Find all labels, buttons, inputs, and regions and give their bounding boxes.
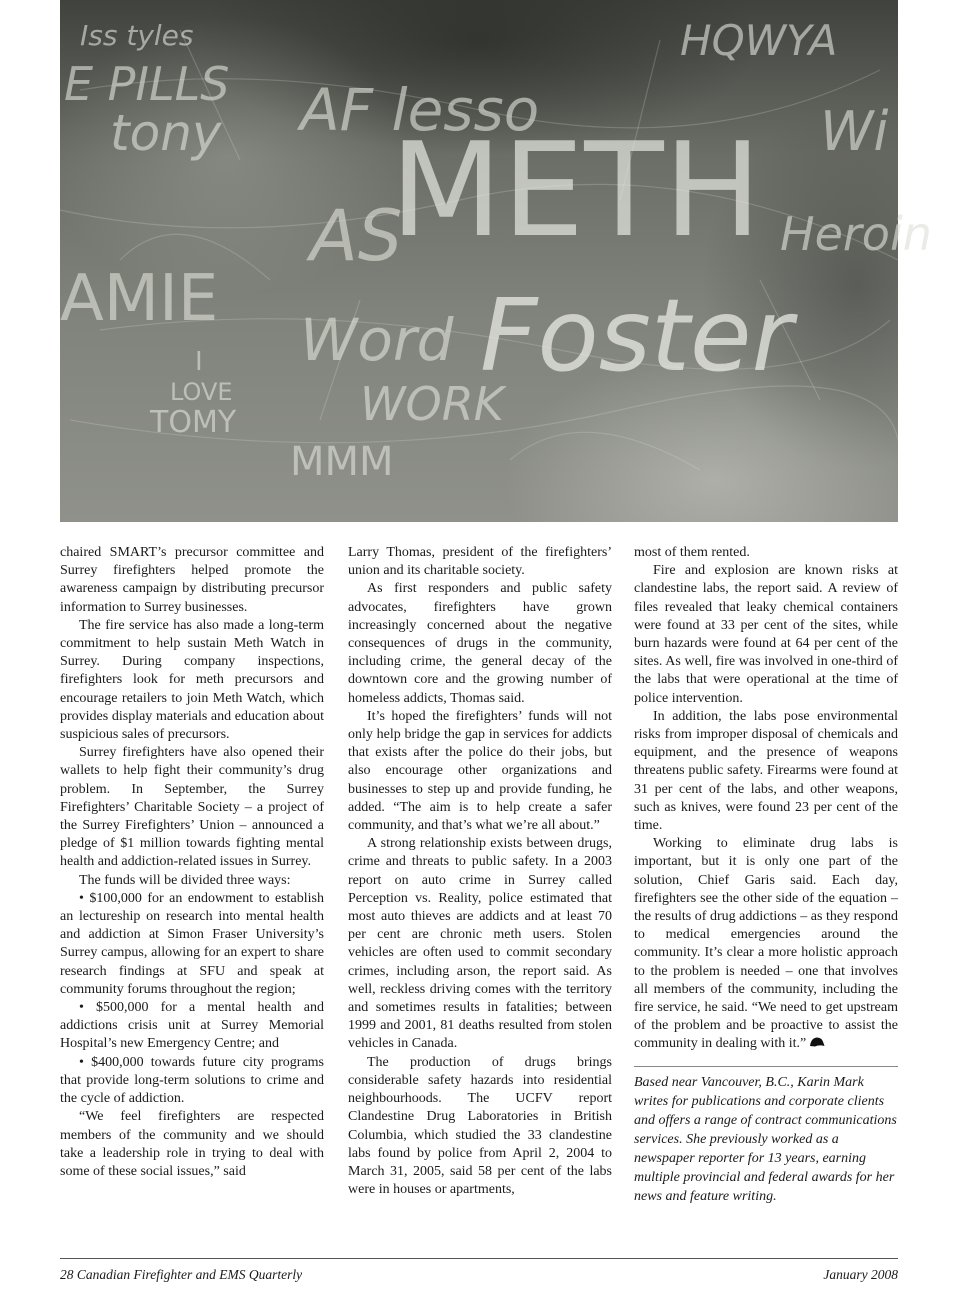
col3-paragraph-4-text: Working to eliminate drug labs is important, but it is only one part of the solution, Chief Garis said. Each day, firefighters see the other side of the equation – the results of drug addictions – as they respond to medical emergencies around the community. It’s clear a more holistic approach to the problem is needed – one that involves all members of the community, including the fire service, he said. “We need to get upstream of the problem and be proactive to assist the community in dealing with it.” [634, 836, 898, 1052]
col3-paragraph-1: most of them rented. [634, 545, 750, 560]
col2-paragraph-3: It’s hoped the firefighters’ funds will not only help bridge the gap in services for addicts that exists after the police do their jobs, but also encourage other organizations and businesses to step up and provide funding, he added. “The aim is to help create a safer community, and that’s what we’re all about.” [348, 708, 612, 834]
col2-paragraph-5: The production of drugs brings considerable safety hazards into residential neighbourhoods. The UCFV report Clandestine Drug Laboratories in British Columbia, which studied the 33 clandestine labs found by police from April 2, 2004 to March 31, 2005, said 58 per cent of the labs were in houses or apartments, [348, 1054, 612, 1198]
col1-paragraph-1: chaired SMART’s precursor committee and Surrey firefighters helped promote the awareness campaign by distributing precursor information to Surrey businesses. [60, 545, 324, 615]
graffiti-mmm: MMM [290, 439, 394, 485]
footer-publication: 28 Canadian Firefighter and EMS Quarterly [60, 1267, 303, 1282]
col1-paragraph-4: The funds will be divided three ways: [79, 872, 291, 888]
col1-bullet-1: • $100,000 for an endowment to establish an lectureship on research into mental health and addiction at Simon Fraser University’s Surrey campus, allowing for an expert to share research findings at SFU and speak at community forums throughout the region; [60, 890, 324, 997]
graffiti-e-pills: E PILLS [64, 57, 230, 111]
graffiti-tony: tony [110, 104, 222, 162]
col3-paragraph-4 [634, 835, 898, 1053]
graffiti-amie: AMIE [60, 262, 219, 336]
col1-bullet-2: • $500,000 for a mental health and addictions crisis unit at Surrey Memorial Hospital’s new Emergency Centre; and [60, 1000, 324, 1052]
graffiti-i: I [195, 347, 203, 377]
graffiti-love: LOVE [170, 378, 233, 406]
graffiti-foster: Foster [480, 277, 793, 394]
graffiti-tomy: TOMY [150, 405, 237, 440]
column-1 [60, 544, 324, 1181]
graffiti-wi: Wi [820, 100, 889, 163]
col2-paragraph-1: Larry Thomas, president of the firefighters’ union and its charitable society. [348, 545, 612, 579]
col1-bullet-3: • $400,000 towards future city programs that provide long-term solutions to crime and the cycle of addiction. [60, 1054, 324, 1107]
bio-divider [634, 1066, 898, 1067]
col1-paragraph-quote: “We feel firefighters are respected members of the community and we should take a leadership role in trying to deal with some of these social issues,” said [60, 1109, 324, 1179]
col1-paragraph-2: The fire service has also made a long-term commitment to help sustain Meth Watch in Surrey. During company inspections, firefighters look for meth precursors and encourage retailers to join Meth Watch, which provides display materials and education about suspicious sales of precursors. [60, 617, 324, 743]
fire-helmet-end-icon [809, 1036, 825, 1048]
col3-paragraph-2: Fire and explosion are known risks at clandestine labs, the report said. A review of files revealed that leaky chemical containers were found at 33 per cent of the sites, while burn hazards were found at 64 per cent of the sites. As well, fire was involved in one-third of the labs that were operational at the time of police intervention. [634, 563, 898, 706]
graffiti-af-lesso: AF lesso [300, 76, 540, 144]
col3-paragraph-3: In addition, the labs pose environmental risks from improper disposal of chemicals and equipment, and the presence of weapons threatens public safety. Firearms were found at 31 per cent of the labs, and other weapons, such as knives, were found 23 per cent of the time. [634, 708, 898, 834]
graffiti-work: WORK [360, 377, 504, 431]
graffiti-wall-photo [60, 0, 932, 522]
col1-paragraph-3: Surrey firefighters have also opened their wallets to help fight their community’s drug problem. In September, the Surrey Firefighters’ Charitable Society – a project of the Surrey Firefighters’ Union – announced a pledge of $1 million towards fighting mental health and addiction-related issues in Surrey. [60, 745, 324, 870]
column-3 [634, 544, 898, 1206]
author-bio: Based near Vancouver, B.C., Karin Mark writes for publications and corporate clients and offers a range of contract communications services. She previously worked as a newspaper reporter for 13 years, earning multiple provincial and federal awards for her news and feature writing. [634, 1074, 897, 1204]
col2-paragraph-4: A strong relationship exists between drugs, crime and threats to public safety. In a 2003 report on auto crime in Surrey called Perception vs. Reality, police estimated that most auto thieves are addicts and at least 70 per cent are chronic meth users. Stolen vehicles are often used to commit secondary crimes, including arson, the report said. As well, reckless driving comes with the territory and sometimes results in fatalities; between 1999 and 2001, 81 deaths resulted from stolen vehicles in Canada. [348, 836, 612, 1052]
graffiti-hqwya: HQWYA [680, 16, 838, 65]
footer-divider [60, 1258, 898, 1259]
col2-paragraph-2: As first responders and public safety advocates, firefighters have grown increasingly concerned about the negative consequences of drugs in the community, including crime, the general decay of the downtown core and the growing number of homeless addicts, Thomas said. [348, 581, 612, 706]
column-2 [348, 544, 612, 1199]
graffiti-meth: METH [390, 114, 762, 266]
graffiti-overlay [60, 0, 932, 522]
graffiti-iss-tyles: Iss tyles [80, 19, 194, 52]
graffiti-heroin: Heroin [780, 207, 932, 261]
footer-date: January 2008 [823, 1267, 898, 1282]
graffiti-as: AS [310, 195, 403, 277]
graffiti-word: Word [300, 306, 454, 374]
